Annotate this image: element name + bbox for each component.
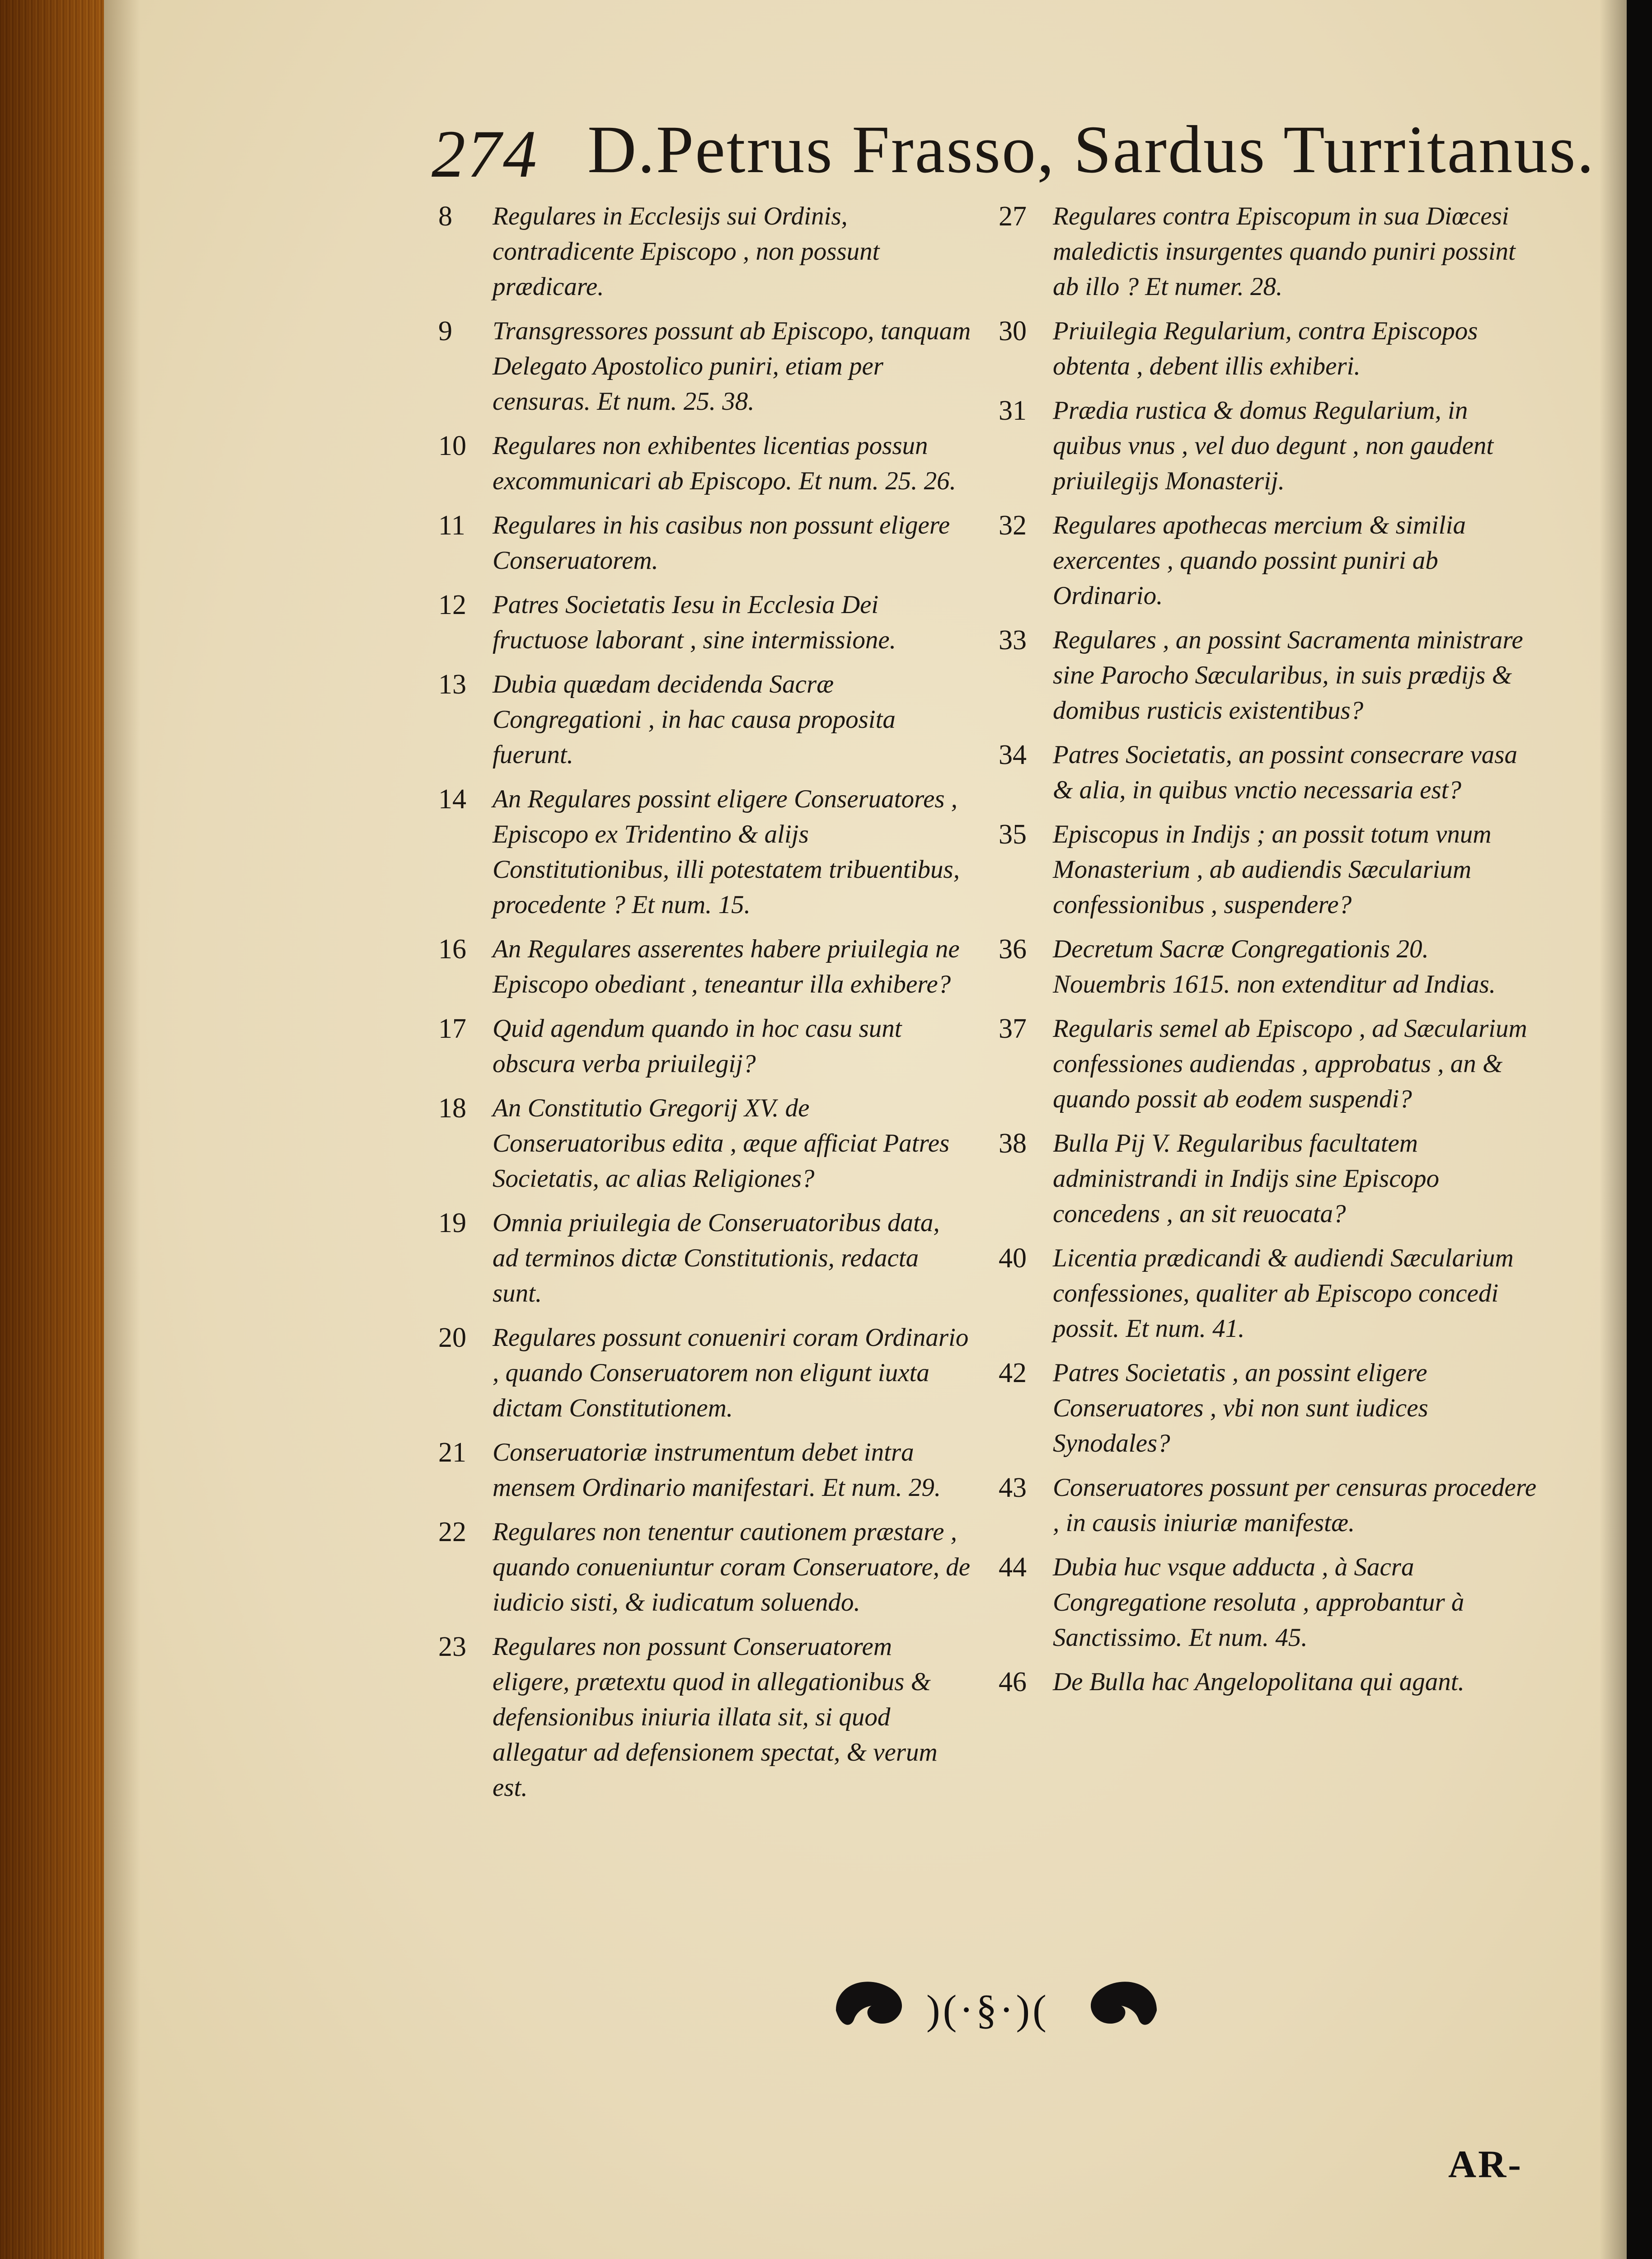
entry-number: 43 [999,1472,1027,1503]
entry-number: 19 [438,1208,466,1238]
index-entry [438,428,971,499]
entry-text: Priuilegia Regularium, contra Episcopos obtenta , debent illis exhiberi. [1053,317,1478,380]
entry-text: Regulares non possunt Conseruatorem eligere, prætextu quod in allegationibus & defensionibus iniuria illata sit, si quod allegatur ad defensionem spectat, & verum est. [493,1632,938,1802]
right-edge-shadow [1600,0,1627,2259]
entry-text: Prædia rustica & domus Regularium, in quibus vnus , vel duo degunt , non gaudent priuilegijs Monasterij. [1053,396,1494,495]
entry-text: An Regulares possint eligere Conseruatores , Episcopo ex Tridentino & alijs Constitutionibus, illi potestatem tribuentibus, procedente ? Et num. 15. [493,785,960,919]
entry-number: 14 [438,784,466,815]
entry-text: Patres Societatis Iesu in Ecclesia Dei fructuose laborant , sine intermissione. [493,591,896,654]
index-entry [438,1514,971,1620]
index-entry [999,1550,1541,1655]
entry-text: Transgressores possunt ab Episcopo, tanquam Delegato Apostolico puniri, etiam per censuras. Et num. 25. 38. [493,317,971,416]
running-head-title: D.Petrus Frasso, Sardus Turritanus. [587,112,1596,187]
entry-number: 22 [438,1517,466,1547]
index-entry [999,932,1541,1002]
gutter-shadow [104,0,140,2259]
entry-number: 31 [999,395,1027,426]
entry-text: Regulares , an possint Sacramenta ministrare sine Parocho Sæcularibus, in suis prædijs & domibus rusticis existentibus? [1053,626,1523,725]
index-entry [999,1011,1541,1117]
index-entry [438,667,971,773]
index-entry [438,1091,971,1196]
entry-number: 16 [438,934,466,965]
index-entry [999,393,1541,499]
index-entry [438,1205,971,1311]
left-column [438,199,971,1814]
entry-text: De Bulla hac Angelopolitana qui agant. [1053,1668,1464,1696]
index-entry [999,199,1541,305]
entry-text: Dubia quædam decidenda Sacræ Congregationi , in hac causa proposita fuerunt. [493,670,896,769]
index-entry [999,1664,1541,1700]
entry-text: Conseruatoriæ instrumentum debet intra mensem Ordinario manifestari. Et num. 29. [493,1438,941,1502]
entry-text: Regulares contra Episcopum in sua Diœcesi maledictis insurgentes quando puniri possint ab illo ? Et numer. 28. [1053,202,1516,301]
page-edges [0,0,104,2259]
catchword: AR- [1448,2142,1523,2186]
index-entry [999,1241,1541,1346]
entry-text: Episcopus in Indijs ; an possit totum vnum Monasterium , ab audiendis Sæcularium confessionibus , suspendere? [1053,820,1492,919]
entry-text: Regulares non exhibentes licentias possun excommunicari ab Episcopo. Et num. 25. 26. [493,431,956,495]
entry-text: Regulares possunt conueniri coram Ordinario , quando Conseruatorem non eligunt iuxta dictam Constitutionem. [493,1323,969,1422]
index-entry [438,1435,971,1505]
entry-text: An Regulares asserentes habere priuilegia ne Episcopo obediant , teneantur illa exhibere? [493,935,960,998]
entry-number: 40 [999,1243,1027,1274]
entry-text: Licentia prædicandi & audiendi Sæcularium confessiones, qualiter ab Episcopo concedi possit. Et num. 41. [1053,1244,1514,1343]
entry-number: 8 [438,201,452,232]
entry-number: 21 [438,1437,466,1468]
index-entry [999,623,1541,728]
index-entry [438,314,971,419]
index-entry [438,1011,971,1082]
entry-number: 37 [999,1013,1027,1044]
entry-number: 27 [999,201,1027,232]
entry-text: Regularis semel ab Episcopo , ad Sæcularium confessiones audiendas , approbatus , an & quando possit ab eodem suspendi? [1053,1014,1527,1113]
entry-text: Dubia huc vsque adducta , à Sacra Congregatione resoluta , approbantur à Sanctissimo. Et num. 45. [1053,1553,1464,1652]
entry-text: Conseruatores possunt per censuras procedere , in causis iniuriæ manifestæ. [1053,1473,1537,1537]
entry-text: Regulares apothecas mercium & similia exercentes , quando possint puniri ab Ordinario. [1053,511,1466,610]
index-entry [438,199,971,305]
entry-number: 11 [438,510,465,541]
entry-number: 44 [999,1552,1027,1583]
entry-number: 17 [438,1013,466,1044]
entry-number: 42 [999,1358,1027,1388]
entry-number: 23 [438,1631,466,1662]
entry-number: 38 [999,1128,1027,1159]
entry-text: Regulares non tenentur cautionem præstare , quando conueniuntur coram Conseruatore, de iudicio sisti, & iudicatum soluendo. [493,1518,971,1617]
index-entry [999,1355,1541,1461]
index-entry [999,1126,1541,1232]
index-entry [438,1320,971,1426]
entry-number: 9 [438,316,452,347]
entry-number: 10 [438,431,466,461]
index-entry [438,508,971,578]
index-entry [438,932,971,1002]
entry-number: 13 [438,669,466,700]
index-entry [438,587,971,658]
entry-text: Decretum Sacræ Congregationis 20. Nouembris 1615. non extenditur ad Indias. [1053,935,1496,998]
entry-number: 34 [999,740,1027,770]
entry-text: Bulla Pij V. Regularibus facultatem administrandi in Indijs sine Episcopo concedens , an sit reuocata? [1053,1129,1439,1228]
entry-text: An Constitutio Gregorij XV. de Conseruatoribus edita , æque afficiat Patres Societatis, ac alias Religiones? [493,1094,950,1193]
entry-text: Patres Societatis , an possint eligere Conseruatores , vbi non sunt iudices Synodales? [1053,1359,1428,1458]
entry-text: Patres Societatis, an possint consecrare vasa & alia, in quibus vnctio necessaria est? [1053,741,1517,804]
entry-number: 36 [999,934,1027,965]
index-entry [999,314,1541,384]
entry-text: Omnia priuilegia de Conseruatoribus data, ad terminos dictæ Constitutionis, redacta sunt. [493,1209,940,1308]
entry-text: Quid agendum quando in hoc casu sunt obscura verba priuilegij? [493,1014,902,1078]
index-entry [999,508,1541,614]
entry-number: 35 [999,819,1027,850]
entry-number: 46 [999,1667,1027,1697]
page-number: 274 [432,117,539,192]
entry-number: 32 [999,510,1027,541]
index-entry [999,817,1541,923]
entry-number: 33 [999,625,1027,656]
entry-text: Regulares in Ecclesijs sui Ordinis, contradicente Episcopo , non possunt prædicare. [493,202,880,301]
entry-number: 18 [438,1093,466,1124]
right-column [999,199,1541,1709]
entry-number: 20 [438,1322,466,1353]
ornament-text: )(·§·)( [926,1987,1049,2033]
entry-number: 12 [438,590,466,620]
entry-text: Regulares in his casibus non possunt eligere Conseruatorem. [493,511,950,575]
entry-number: 30 [999,316,1027,347]
index-entry [999,737,1541,808]
index-entry [999,1470,1541,1541]
index-entry [438,1629,971,1805]
index-entry [438,782,971,923]
